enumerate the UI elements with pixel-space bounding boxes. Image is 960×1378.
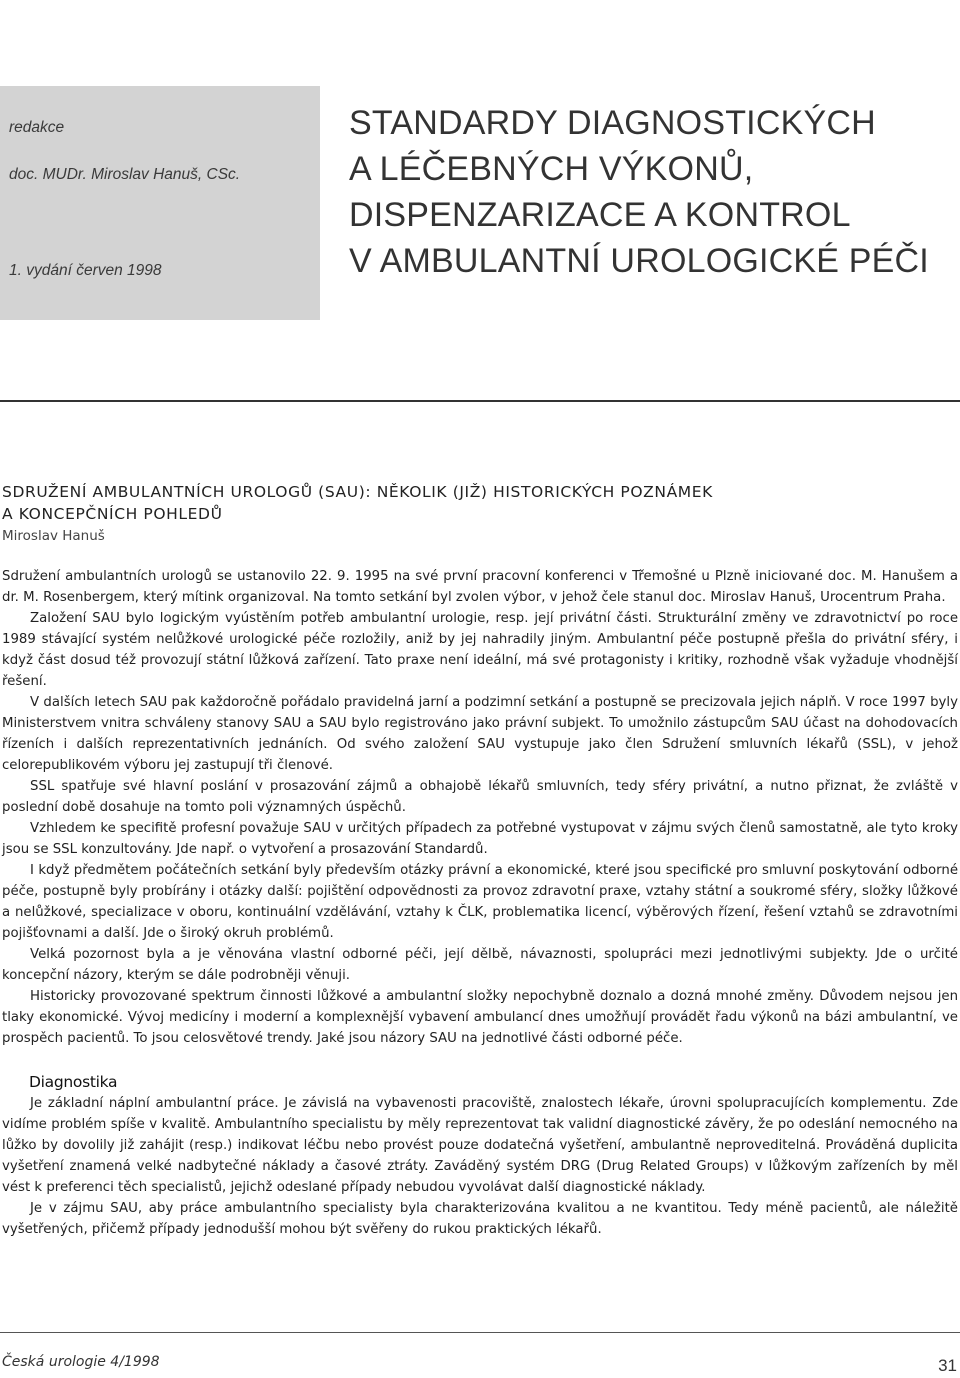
paragraph: Velká pozornost byla a je věnována vlastní odborné péči, její dělbě, návaznosti, spolupráci mezi jednotlivými subjekty. Jde o určité koncepční názory, kterým se dále podrobněji věnuji. xyxy=(2,947,958,983)
main-title-line: A LÉČEBNÝCH VÝKONŮ, xyxy=(349,150,754,188)
paragraph: Sdružení ambulantních urologů se ustanovilo 22. 9. 1995 na své první pracovní konferenci v Třemošné u Plzně iniciované doc. M. Hanušem a dr. M. Rosenbergem, který mítink organizoval. Na tomto setkání byl zvolen výbor, v jehož čele stanul doc. Miroslav Hanuš, Urocentrum Praha. xyxy=(2,569,958,605)
section-heading-diagnostika: Diagnostika xyxy=(29,1073,118,1091)
paragraph: I když předmětem počátečních setkání byly především otázky právní a ekonomické, které jsou specifické pro smluvní poskytování odborné péče, postupně byly probírány i otázky další: pojištění odpovědnosti za provoz zdravotní praxe, vztahy státní a soukromé sféry, složky lůžkové a nelůžkové, specializace v oboru, kontinuální vzdělávání, vztahy k ČLK, problematika licencí, výběrových řízení, řešení vztahů se zdravotními pojišťovnami a další. Jde o široký okruh problémů. xyxy=(2,863,958,941)
article-title-line: A KONCEPČNÍCH POHLEDŮ xyxy=(2,505,223,523)
section-divider xyxy=(0,400,960,402)
footer-divider xyxy=(0,1332,960,1333)
edition-date: 1. vydání červen 1998 xyxy=(9,262,162,279)
main-title-line: STANDARDY DIAGNOSTICKÝCH xyxy=(349,104,876,142)
paragraph: Je základní náplní ambulantní práce. Je závislá na vybavenosti pracoviště, znalostech lékaře, úrovni spolupracujících komplementu. Zde vidíme problém spíše v kvalitě. Ambulantního specialistu by měly reprezentovat tak validní diagnostické závěry, že po odeslání nemocného na lůžko by dovolily již zahájit (resp.) indikovat léčbu nebo provést pouze dodatečná vyšetření, ambulantně neproveditelná. Prováděná duplicita vyšetření znamená velké nadbytečné náklady a časové ztráty. Zaváděný systém DRG (Drug Related Groups) v lůžkovým zařízeních by měl vést k preferenci těch specialistů, jejichž odeslané případy nebudou vyvolávat další diagnostické náklady. xyxy=(2,1096,958,1195)
article-body xyxy=(2,566,958,1240)
main-title-line: V AMBULANTNÍ UROLOGICKÉ PÉČI xyxy=(349,242,929,280)
article-title-line: SDRUŽENÍ AMBULANTNÍCH UROLOGŮ (SAU): NĚKOLIK (JIŽ) HISTORICKÝCH POZNÁMEK xyxy=(2,483,713,501)
paragraph: Založení SAU bylo logickým vyústěním potřeb ambulantní urologie, resp. její privátní části. Strukturální změny ve zdravotnictví po roce 1989 stávající systém nelůžkové urologické péče rozložily, aniž by jej nahradily jiným. Ambulantní péče postupně přešla do privátní sféry, i když část dosud též provozují státní lůžková zařízení. Tato praxe není ideální, má své protagonisty i kritiky, rozhodně však vyžaduje vhodnější řešení. xyxy=(2,611,958,689)
paragraph: Je v zájmu SAU, aby práce ambulantního specialisty byla charakterizována kvalitou a ne kvantitou. Tedy méně pacientů, ale náležitě vyšetřených, přičemž případy jednodušší mohou být svěřeny do rukou praktických lékařů. xyxy=(2,1201,958,1237)
page-number: 31 xyxy=(938,1356,957,1375)
paragraph: V dalších letech SAU pak každoročně pořádalo pravidelná jarní a podzimní setkání a postupně se precizovala jejich náplň. V roce 1997 byly Ministerstvem vnitra schváleny stanovy SAU a SAU bylo registrováno jako právní subjekt. To umožnilo zástupcům SAU účast na dohodovacích řízeních i dalších reprezentativních jednáních. Od svého založení SAU vystupuje jako člen Sdružení smluvních lékařů (SSL), v jehož celorepublikovém výboru jej zastupují tři členové. xyxy=(2,695,958,773)
editor-role: redakce xyxy=(9,119,65,136)
paragraph: Historicky provozované spektrum činnosti lůžkové a ambulantní složky nepochybně doznalo a dozná mnohé změny. Důvodem nejsou jen tlaky ekonomické. Vývoj medicíny i moderní a komplexnější vybavení ambulancí dnes umožňují provádět řadu výkonů na bázi ambulantní, ve prospěch pacientů. To jsou celosvětové trendy. Jaké jsou názory SAU na jednotlivé části odborné péče. xyxy=(2,989,958,1046)
article-author: Miroslav Hanuš xyxy=(2,528,105,544)
main-title xyxy=(349,100,929,284)
paragraph: SSL spatřuje své hlavní poslání v prosazování zájmů a obhajobě lékařů smluvních, tedy sféry privátní, a nutno přiznat, že zvláště v poslední době dosahuje na tomto poli významných úspěchů. xyxy=(2,779,958,815)
paragraph: Vzhledem ke specifitě profesní považuje SAU v určitých případech za potřebné vystupovat v zájmu svých členů samostatně, ale tyto kroky jsou se SSL konzultovány. Jde např. o vytvoření a prosazování Standardů. xyxy=(2,821,958,857)
main-title-line: DISPENZARIZACE A KONTROL xyxy=(349,196,851,234)
editor-name: doc. MUDr. Miroslav Hanuš, CSc. xyxy=(9,166,241,183)
journal-name: Česká urologie 4/1998 xyxy=(2,1354,160,1370)
article-title xyxy=(2,481,713,525)
